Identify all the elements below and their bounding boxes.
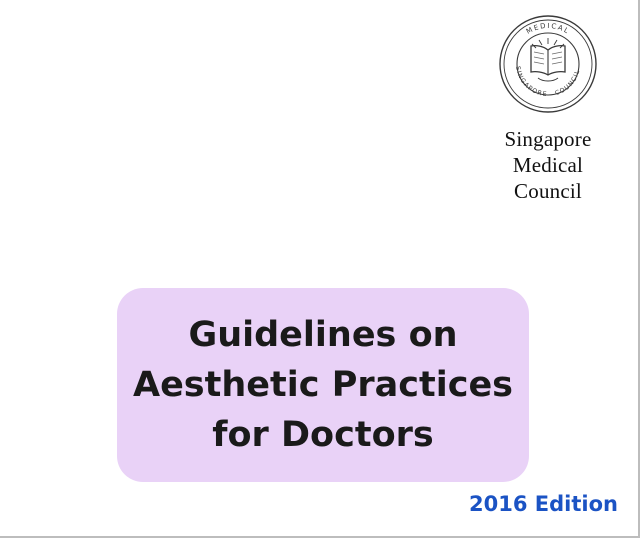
edition-label: 2016 Edition — [469, 492, 618, 516]
organization-name-line-2: Medical — [512, 153, 584, 177]
svg-text:COUNCIL: COUNCIL — [554, 68, 582, 98]
document-title-line-3: for Doctors — [212, 415, 434, 455]
document-title-line-2: Aesthetic Practices — [132, 365, 514, 405]
organization-name-line-3: Council — [514, 179, 582, 203]
smc-seal-icon — [498, 14, 598, 114]
organization-logo-block — [478, 14, 618, 204]
svg-text:MEDICAL: MEDICAL — [524, 21, 572, 36]
organization-name-line-1: Singapore — [504, 127, 592, 151]
document-title-line-1: Guidelines on — [188, 315, 458, 355]
organization-name — [478, 126, 618, 204]
svg-text:SINGAPORE: SINGAPORE — [514, 65, 548, 99]
document-title-panel — [117, 288, 529, 482]
